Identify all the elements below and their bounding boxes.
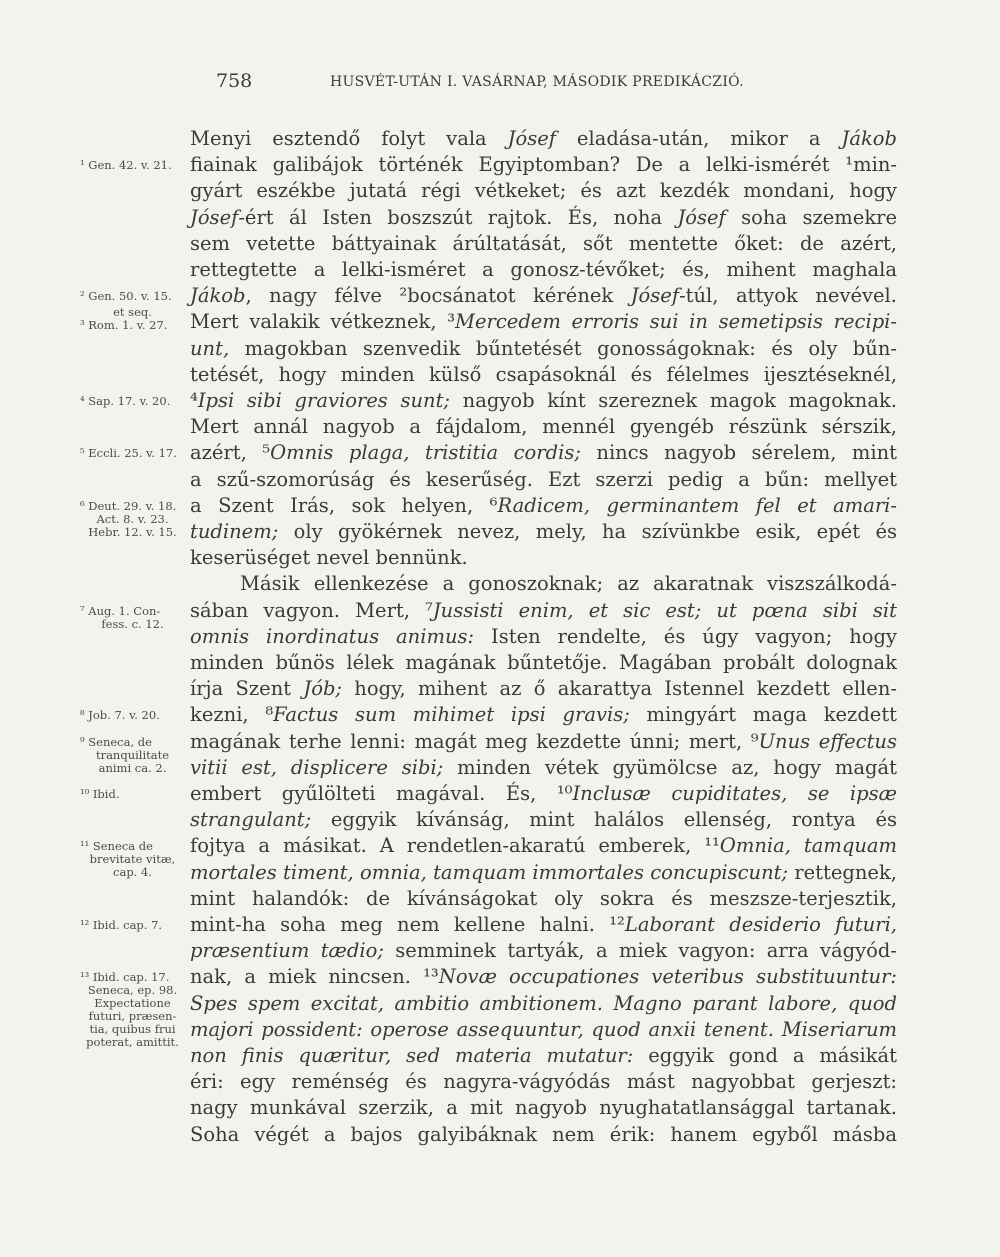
latin-quote: Jósef xyxy=(507,127,556,150)
text-run: rettegtette a lelki-isméret a gonosz-tévőket; és, mihent maghala xyxy=(190,258,897,281)
text-line xyxy=(190,283,897,309)
latin-quote: Jussisti enim, et sic est; ut pœna sibi sit xyxy=(432,598,897,622)
text-line xyxy=(190,598,897,624)
text-run: hogy, mihent az ő akarattya Istennel kezdett ellen- xyxy=(342,677,897,701)
latin-quote: strangulant; xyxy=(190,808,312,832)
text-line xyxy=(190,126,897,152)
margin-note: ⁴ Sap. 17. v. 20. xyxy=(80,394,171,408)
text-line xyxy=(190,545,897,571)
latin-quote: Jósef xyxy=(677,205,726,229)
latin-quote: Jákob xyxy=(190,284,246,308)
text-line xyxy=(190,152,897,178)
text-run: embert gyűlölteti magával. És, ¹⁰ xyxy=(190,782,573,805)
latin-quote: tudinem; xyxy=(190,520,279,543)
latin-quote: Inclusæ cupiditates, se ipsæ xyxy=(572,782,897,805)
latin-quote: majori possident: operose assequuntur, quod anxii tenent. Miseriarum xyxy=(190,1017,897,1041)
margin-note: poterat, amittit. xyxy=(86,1035,179,1050)
latin-quote: Omnis plaga, tristitia cordis; xyxy=(270,441,581,465)
text-run: a Szent Irás, sok helyen, ⁶ xyxy=(190,493,498,517)
text-line xyxy=(240,571,897,597)
latin-quote: Omnia, tamquam xyxy=(719,834,897,858)
text-line xyxy=(190,624,897,650)
page-header xyxy=(0,66,1000,106)
latin-quote: Jósef xyxy=(630,284,680,308)
text-run: Mert annál nagyob a fájdalom, mennél gyengéb részünk sérszik, xyxy=(190,415,897,439)
latin-quote: Ipsi sibi graviores sunt; xyxy=(197,389,450,412)
text-line xyxy=(190,781,897,807)
margin-note: tranquilitate xyxy=(95,747,170,762)
text-run: azért, ⁵ xyxy=(190,441,271,465)
text-line xyxy=(190,493,897,519)
text-line xyxy=(190,807,897,833)
margin-note: fess. c. 12. xyxy=(101,616,164,631)
text-line xyxy=(190,205,897,231)
latin-quote: Novæ occupationes veteribus substituuntur: xyxy=(438,965,897,989)
text-line xyxy=(190,362,897,388)
text-run: Isten rendelte, és úgy vagyon; hogy xyxy=(474,624,897,648)
latin-quote: unt, xyxy=(190,336,230,360)
text-line xyxy=(190,309,897,335)
margin-note: ⁶ Deut. 29. v. 18. xyxy=(80,498,177,513)
latin-quote: præsentium tædio; xyxy=(190,939,384,963)
margin-note: brevitate vitæ, xyxy=(89,852,176,867)
text-run: minden bűnös lélek magának bűntetője. Magában probált dolognak xyxy=(190,651,897,674)
text-run: oly gyökérnek nevez, mely, ha szívünkbe esik, epét és xyxy=(278,520,897,543)
text-run: Másik ellenkezése a gonoszoknak; az akaratnak viszszálkodá- xyxy=(240,572,897,596)
text-run: sem vetette báttyainak árúltatását, sőt mentette őket: de azért, xyxy=(190,231,897,255)
text-line xyxy=(190,467,897,493)
text-line xyxy=(190,860,897,886)
text-run: magának terhe lenni: magát meg kezdette únni; mert, ⁹ xyxy=(190,729,759,753)
latin-quote: Unus effectus xyxy=(758,729,897,753)
margin-note: ¹ Gen. 42. v. 21. xyxy=(80,158,172,173)
latin-quote: Jósef xyxy=(190,205,239,229)
text-run: mint halandók: de kívánságokat oly sokra és meszsze-terjesztik, xyxy=(190,886,897,910)
margin-note: ⁵ Eccli. 25. v. 17. xyxy=(80,446,177,461)
margin-note: ³ Rom. 1. v. 27. xyxy=(80,318,168,333)
latin-quote: non finis quæritur, sed materia mutatur: xyxy=(190,1044,634,1067)
margin-note: Expectatione xyxy=(94,996,171,1011)
margin-note: futuri, præsen- xyxy=(88,1009,177,1024)
text-line xyxy=(190,178,897,204)
margin-note: cap. 4. xyxy=(113,865,152,880)
text-run: sában vagyon. Mert, ⁷ xyxy=(190,598,433,622)
text-line xyxy=(190,755,897,781)
text-run: keserüséget nevel bennünk. xyxy=(190,546,468,570)
margin-note: ⁸ Job. 7. v. 20. xyxy=(80,708,160,723)
latin-quote: Spes spem excitat, ambitio ambitionem. Magno parant labore, quod xyxy=(190,991,897,1015)
text-line xyxy=(190,388,897,414)
text-line xyxy=(190,991,897,1017)
text-line xyxy=(190,1069,897,1095)
latin-quote: Radicem, germinantem fel et amari- xyxy=(497,493,897,517)
text-run: magokban szenvedik bűntetését gonosságoknak: és oly bűn- xyxy=(229,336,897,360)
text-run: Menyi esztendő folyt vala xyxy=(190,127,508,150)
text-run: , nagy félve ²bocsánatot kérének xyxy=(245,284,631,308)
text-line xyxy=(190,650,897,676)
text-run: soha szemekre xyxy=(725,205,897,229)
margin-note: Seneca, ep. 98. xyxy=(87,983,178,998)
text-run: fojtya a másikat. A rendetlen-akaratú emberek, ¹¹ xyxy=(190,834,720,858)
text-line xyxy=(190,257,897,283)
text-line xyxy=(190,964,897,990)
text-run: mint-ha soha meg nem kellene halni. ¹² xyxy=(190,913,625,936)
text-run: -ért ál Isten boszszút rajtok. És, noha xyxy=(238,205,678,229)
text-run: rettegnek, xyxy=(788,860,897,884)
latin-quote: Laborant desiderio futuri, xyxy=(624,913,898,936)
latin-quote: vitii est, displicere sibi; xyxy=(190,755,444,779)
text-run: fiainak galibájok történék Egyiptomban? De a lelki-ismérét ¹min- xyxy=(190,153,897,177)
text-run: ⁴ xyxy=(190,389,198,412)
latin-quote: Jákob xyxy=(841,127,897,150)
text-line xyxy=(190,886,897,912)
margin-note: ² Gen. 50. v. 15. xyxy=(80,289,172,304)
margin-note: Hebr. 12. v. 15. xyxy=(88,524,177,539)
text-run: éri: egy reménség és nagyra-vágyódás mást nagyobbat gerjeszt: xyxy=(190,1070,897,1094)
margin-note: tia, quibus frui xyxy=(89,1022,176,1037)
text-line xyxy=(190,729,897,755)
text-run: gyárt eszékbe jutatá régi vétkeket; és azt kezdék mondani, hogy xyxy=(190,179,897,203)
latin-quote: Mercedem erroris sui in semetipsis recipi- xyxy=(455,310,898,334)
text-line xyxy=(190,1017,897,1043)
text-run: eggyik kívánság, mint halálos ellenség, rontya és xyxy=(311,808,897,832)
text-line xyxy=(190,519,897,545)
margin-note: ¹¹ Seneca de xyxy=(80,839,153,854)
latin-quote: Factus sum mihimet ipsi gravis; xyxy=(273,703,630,727)
text-run: nak, a miek nincsen. ¹³ xyxy=(190,965,439,989)
text-line xyxy=(190,414,897,440)
text-line xyxy=(190,231,897,257)
text-line xyxy=(190,938,897,964)
latin-quote: Jób; xyxy=(303,677,343,701)
text-run: tetését, hogy minden külső csapásoknál és félelmes ijesztéseknél, xyxy=(190,362,897,386)
text-run: minden vétek gyümölcse az, hogy magát xyxy=(443,755,897,779)
text-run: Mert valakik vétkeznek, ³ xyxy=(190,310,456,334)
text-run: írja Szent xyxy=(190,677,304,701)
margin-note: animi ca. 2. xyxy=(98,760,167,775)
text-line xyxy=(190,1043,897,1069)
text-run: eladása-után, mikor a xyxy=(555,127,842,150)
text-line xyxy=(190,833,897,859)
margin-note: et seq. xyxy=(113,305,152,320)
text-line xyxy=(190,912,897,938)
text-run: semminek tartyák, a miek vagyon: arra vágyód- xyxy=(383,939,897,963)
text-run: nincs nagyob sérelem, mint xyxy=(580,441,897,465)
text-line xyxy=(190,440,897,466)
text-line xyxy=(190,336,897,362)
text-line xyxy=(190,702,897,728)
margin-note: ⁷ Aug. 1. Con- xyxy=(80,603,161,618)
text-run: a szű-szomorúság és keserűség. Ezt szerzi pedig a bűn: mellyet xyxy=(190,467,897,491)
running-head: HUSVÉT-UTÁN I. VASÁRNAP, MÁSODIK PREDIKÁCZIÓ. xyxy=(330,74,744,90)
page-number: 758 xyxy=(216,70,253,92)
text-run: Soha végét a bajos galyibáknak nem érik: hanem egyből másba xyxy=(190,1122,897,1146)
margin-note: ¹² Ibid. cap. 7. xyxy=(80,918,163,932)
latin-quote: mortales timent, omnia, tamquam immortales concupiscunt; xyxy=(190,860,789,884)
text-run: kezni, ⁸ xyxy=(190,703,274,727)
latin-quote: omnis inordinatus animus: xyxy=(190,624,475,648)
text-run: eggyik gond a másikát xyxy=(633,1044,897,1067)
text-line xyxy=(190,1122,897,1148)
margin-note: Act. 8. v. 23. xyxy=(96,511,169,526)
text-run: mingyárt maga kezdett xyxy=(629,703,898,727)
text-run: nagyob kínt szereznek magok magoknak. xyxy=(450,389,897,412)
margin-note: ¹⁰ Ibid. xyxy=(80,787,120,801)
margin-note: ⁹ Seneca, de xyxy=(80,734,152,749)
margin-note: ¹³ Ibid. cap. 17. xyxy=(80,970,170,985)
text-line xyxy=(190,1095,897,1121)
text-run: -túl, attyok nevével. xyxy=(679,284,897,308)
text-run: nagy munkával szerzik, a mit nagyob nyughatatlansággal tartanak. xyxy=(190,1096,897,1120)
text-line xyxy=(190,676,897,702)
